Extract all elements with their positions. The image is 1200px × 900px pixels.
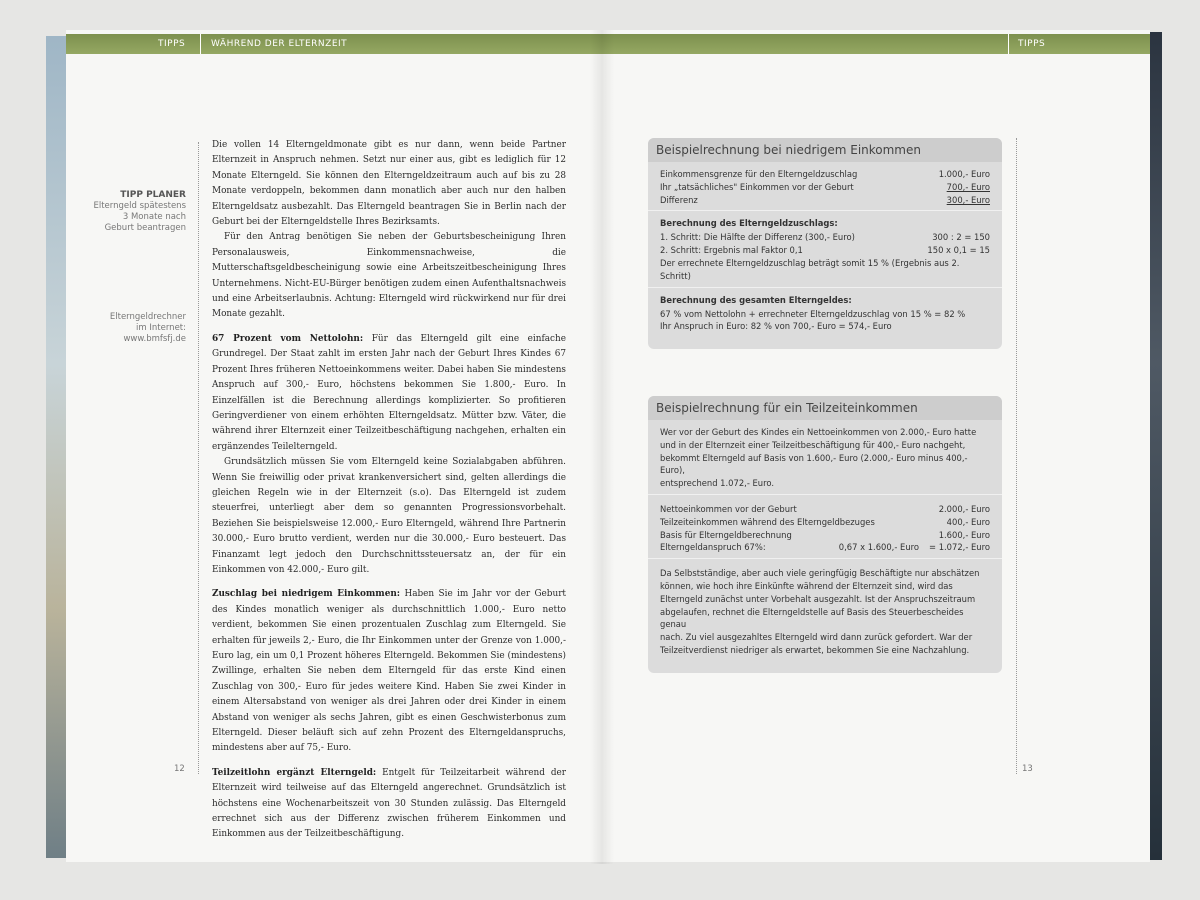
header-section: TIPPS [1018, 39, 1046, 49]
calc-line: im Internet: [136, 323, 186, 333]
header-divider [200, 34, 201, 54]
paragraph-text: Entgelt für Teilzeitarbeit während der Elternzeit wird teilweise auf das Elterngeld angerechnet. Grundsätzlich ist höchstens eine Wochenarbeitszeit von 30 Stunden zulässig. Das Elterngeld errechnet sich aus der Differenz zwischen früherem Einkommen und Einkommen aus der Teilzeitbeschäftigung. [212, 767, 567, 840]
calc-line: Elterngeldrechner [109, 312, 186, 322]
page-number: 13 [1022, 764, 1033, 774]
calc-row [660, 231, 990, 244]
page-number: 12 [174, 764, 185, 774]
back-cover-edge [1148, 32, 1162, 860]
row-label: 2. Schritt: Ergebnis mal Faktor 0,1 [660, 245, 803, 256]
planer-title: TIPP PLANER [120, 190, 186, 200]
box-line: nach. Zu viel ausgezahltes Elterngeld wird dann zurück gefordert. War der [660, 632, 973, 643]
paragraph [212, 230, 566, 322]
row-value: 1.600,- Euro [938, 529, 990, 540]
box-line: Ihr Anspruch in Euro: 82 % von 700,- Euro = 574,- Euro [660, 321, 892, 332]
row-label: Basis für Elterngeldberechnung [660, 529, 792, 540]
box-line: entsprechend 1.072,- Euro. [660, 478, 775, 489]
paragraph-text: Die vollen 14 Elterngeldmonate gibt es nur dann, wenn beide Partner Elternzeit in Anspruch nehmen. Setzt nur einer aus, gibt es lediglich für 12 Monate Elterngeld. Sie können den Elterngeldzeitraum auch auf bis zu 28 Monate verdoppeln, bekommen dann monatlich aber auch nur den halben Elterngeldsatz ausbezahlt. Das Elterngeld beantragen Sie in Berlin nach der Geburt bei der Elterngeldstelle Ihres Bezirksamts. [212, 140, 566, 228]
box-line: und in der Elternzeit einer Teilzeitbeschäftigung für 400,- Euro nachgeht, [660, 439, 966, 450]
paragraph-heading: 67 Prozent vom Nettolohn: [212, 333, 364, 344]
row-formula: 0,67 x 1.600,- Euro [838, 542, 920, 553]
paragraph-heading: Teilzeitlohn ergänzt Elterngeld: [212, 767, 377, 778]
header-title: WÄHREND DER ELTERNZEIT [211, 39, 348, 49]
header-section: TIPPS [158, 39, 186, 49]
box-section [648, 162, 1002, 211]
row-value: 300,- Euro [946, 194, 990, 205]
paragraph [212, 332, 566, 455]
box-section [648, 559, 1002, 673]
row-value: 300 : 2 = 150 [932, 232, 990, 243]
row-value: 150 x 0,1 = 15 [927, 245, 990, 256]
box-line: Da Selbstständige, aber auch viele geringfügig Beschäftigte nur abschätzen [660, 568, 980, 579]
box-line: Elterngeld zunächst unter Vorbehalt ausgezahlt. Ist der Anspruchszeitraum [660, 593, 976, 604]
box-section [648, 211, 1002, 287]
tipp-planer [66, 190, 186, 234]
dotted-divider [198, 142, 199, 774]
calc-row [660, 194, 990, 207]
calc-row [660, 516, 990, 529]
row-label: Ihr „tatsächliches" Einkommen vor der Geburt [660, 181, 854, 192]
left-page [66, 30, 600, 862]
calc-row [660, 244, 990, 257]
box-line: Teilzeitverdienst niedriger als erwartet, bekommen Sie eine Nachzahlung. [660, 644, 970, 655]
planer-line: Elterngeld spätestens [93, 201, 186, 211]
paragraph [212, 455, 566, 578]
example-box-part-time [648, 396, 1002, 673]
box-line: bekommt Elterngeld auf Basis von 1.600,- Euro (2.000,- Euro minus 400,- Euro), [660, 452, 968, 476]
row-label: Differenz [660, 194, 698, 205]
row-label: Teilzeiteinkommen während des Elterngeldbezuges [660, 516, 875, 527]
row-label: Nettoeinkommen vor der Geburt [660, 503, 797, 514]
body-text [212, 138, 566, 843]
box-title: Beispielrechnung für ein Teilzeiteinkommen [648, 396, 1002, 420]
dotted-divider [1016, 138, 1017, 774]
box-section [648, 495, 1002, 559]
paragraph-text: Grundsätzlich müssen Sie vom Elterngeld keine Sozialabgaben abführen. Wenn Sie freiwillig oder privat krankenversichert sind, gelten allerdings die gleichen Regeln wie in der Elternzeit (s.o). Das Elterngeld ist zudem steuerfrei, unterliegt aber dem so genannten Progressionsvorbehalt. Beziehen Sie beispielsweise 12.000,- Euro Elterngeld, während Ihre Partnerin 30.000,- Euro brutto verdient, werden nur die 30.000,- Euro besteuert. Das Finanzamt legt jedoch den Durchschnittssteuersatz an, der für ein Einkommen von 42.000,- Euro gilt. [212, 457, 566, 575]
row-value: 1.000,- Euro [938, 169, 990, 179]
row-label: Elterngeldanspruch 67%: [660, 542, 766, 553]
header-divider [1008, 34, 1009, 54]
paragraph-text: Für das Elterngeld gilt eine einfache Grundregel. Der Staat zahlt im ersten Jahr nach der Geburt Ihres Kindes 67 Prozent Ihres früheren Nettoeinkommens weiter. Dabei haben Sie mindestens Anspruch auf 300,- Euro, höchstens bekommen Sie 1.800,- Euro. In Einzelfällen ist die Berechnung allerdings komplizierter. So profitieren Geringverdiener von einem erhöhten Elterngeldsatz. Mütter bzw. Väter, die während ihrer Elternzeit einer Teilzeitbeschäftigung nachgehen, erhalten ein ergänzendes Teilelterngeld. [212, 333, 566, 452]
box-subheading: Berechnung des gesamten Elterngeldes: [660, 294, 852, 305]
box-section [648, 420, 1002, 495]
paragraph [212, 587, 566, 756]
row-value: 400,- Euro [946, 516, 990, 527]
calc-row [660, 168, 990, 181]
box-line: abgelaufen, rechnet die Elterngeldstelle auf Basis des Steuerbescheides genau [660, 606, 964, 630]
example-box-low-income [648, 138, 1002, 349]
elterngeldrechner-note [66, 312, 186, 345]
row-value: = 1.072,- Euro [929, 542, 990, 553]
box-title: Beispielrechnung bei niedrigem Einkommen [648, 138, 1002, 162]
right-page [600, 30, 1150, 862]
calc-row [660, 503, 990, 516]
row-value: 2.000,- Euro [938, 503, 990, 514]
box-subheading: Berechnung des Elterngeldzuschlags: [660, 218, 838, 229]
row-label: Einkommensgrenze für den Elterngeldzuschlag [660, 169, 858, 179]
box-line: Der errechnete Elterngeldzuschlag beträgt somit 15 % (Ergebnis aus 2. Schritt) [660, 257, 960, 281]
planer-line: Geburt beantragen [104, 223, 186, 233]
paragraph [212, 138, 566, 230]
paragraph-text: Für den Antrag benötigen Sie neben der Geburtsbescheinigung Ihren Personalausweis, Einkommensnachweise, die Mutterschaftsgeldbescheinigung sowie eine Arbeitszeitbescheinigung Ihres Unternehmens. Nicht-EU-Bürger benötigen zudem einen Aufenthaltsnachweis und eine Arbeitserlaubnis. Achtung: Elterngeld wird rückwirkend nur für drei Monate gezahlt. [212, 232, 566, 320]
calc-row [660, 181, 990, 194]
box-line: können, wie hoch ihre Einkünfte während der Elternzeit sind, wird das [660, 580, 953, 591]
box-line: 67 % vom Nettolohn + errechneter Elterngeldzuschlag von 15 % = 82 % [660, 308, 966, 319]
planer-line: 3 Monate nach [122, 212, 186, 222]
row-value: 700,- Euro [946, 181, 990, 192]
calc-row [660, 529, 990, 542]
calc-url: www.bmfsfj.de [123, 334, 186, 344]
row-label: 1. Schritt: Die Hälfte der Differenz (300,- Euro) [660, 232, 855, 243]
paragraph-heading: Zuschlag bei niedrigem Einkommen: [212, 589, 401, 600]
left-header [66, 34, 600, 54]
paragraph [212, 766, 566, 843]
right-header [600, 34, 1150, 54]
box-section [648, 288, 1002, 350]
calc-row [660, 541, 990, 554]
book-gutter [590, 30, 614, 864]
box-line: Wer vor der Geburt des Kindes ein Nettoeinkommen von 2.000,- Euro hatte [660, 427, 977, 437]
paragraph-text: Haben Sie im Jahr vor der Geburt des Kindes monatlich weniger als durchschnittlich 1.000,- Euro netto verdient, bekommen Sie einen prozentualen Zuschlag zum Elterngeld. Sie erhalten für jeweils 2,- Euro, die Ihr Einkommen unter der Grenze von 1.000,- Euro lag, ein um 0,1 Prozent höheres Elterngeld. Bekommen Sie (mindestens) Zwillinge, erhalten Sie neben dem Elterngeld für das erste Kind einen Zuschlag von 300,- Euro für jedes weitere Kind. Haben Sie zwei Kinder in einem Altersabstand von weniger als drei Jahren oder drei Kinder in einem Abstand von weniger als sechs Jahren, gibt es einen Geschwisterbonus zum Elterngeld. Dieser beläuft sich auf zehn Prozent des Elterngeldanspruchs, mindestens aber auf 75,- Euro. [212, 589, 566, 754]
